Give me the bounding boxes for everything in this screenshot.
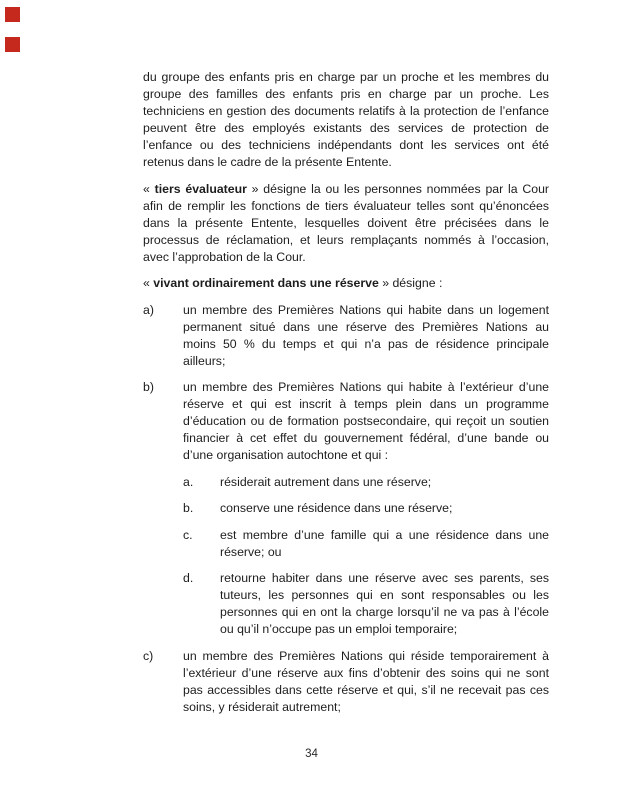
list-item-c-text: un membre des Premières Nations qui réside temporairement à l’extérieur d’une réserve aux fins d’obtenir des soins qui ne sont pas accessibles dans cette réserve et qui, s’il ne recevait pas ces soins, y résiderait autrement; [183, 648, 549, 714]
quote-open: « [143, 181, 155, 196]
quote-open: « [143, 276, 154, 290]
sublist-item-b-text: conserve une résidence dans une réserve; [220, 501, 453, 515]
sublist-item-d-label: d. [183, 571, 194, 585]
list-item-c-label: c) [143, 648, 154, 663]
list-item-b-label: b) [143, 380, 154, 394]
sublist-item-d-text: retourne habiter dans une réserve avec ses parents, ses tuteurs, les personnes qui en sont responsables ou les personnes qui en ont la charge lorsqu’il ne va pas à l’école ou qu’il n’occupe pas un emploi temporaire; [220, 571, 549, 636]
list-item-a-text: un membre des Premières Nations qui habite dans un logement permanent situé dans une réserve des Premières Nations au moins 50 % du temps et qui n’a pas de résidence principale ailleurs; [183, 302, 549, 368]
red-marker-top [5, 7, 20, 22]
red-marker-bottom [5, 37, 20, 52]
list-item-b-body [183, 379, 549, 638]
page-number: 34 [305, 748, 318, 760]
sublist-item-d [183, 570, 549, 638]
sublist-item-c-label: c. [183, 527, 193, 542]
definition-vivant-intro [143, 275, 549, 292]
sublist-item-a [183, 474, 549, 491]
definition-vivant-text: » désigne : [378, 276, 443, 290]
definition-tiers-evaluateur [143, 181, 549, 266]
list-item-a-label: a) [143, 302, 154, 317]
paragraph-techniciens: du groupe des enfants pris en charge par un proche et les membres du groupe des familles des enfants pris en charge par un proche. Les techniciens en gestion des documents relatifs à la protection de l’enfance peuvent être des employés existants des services de protection de l’enfance ou des techniciens indépendants dont les services ont été retenus dans le cadre de la présente Entente. [143, 70, 549, 169]
sublist-item-c [183, 527, 549, 561]
list-item-a [143, 302, 549, 370]
sublist-item-a-text: résiderait autrement dans une réserve; [220, 474, 432, 489]
sublist-item-b-label: b. [183, 501, 194, 515]
term-vivant-ordinairement: vivant ordinairement dans une réserve [153, 276, 379, 290]
sublist-item-b [183, 500, 549, 517]
sublist-item-c-text: est membre d’une famille qui a une résidence dans une réserve; ou [220, 527, 549, 559]
list-item-b-text: un membre des Premières Nations qui habite à l’extérieur d’une réserve et qui est inscrit à temps plein dans un programme d’éducation ou de formation postsecondaire, qui reçoit un soutien financier à cet effet du gouvernement fédéral, d’une bande ou d’une organisation autochtone et qui : [183, 380, 549, 462]
list-item-b [143, 379, 549, 638]
list-item-c [143, 648, 549, 716]
term-tiers-evaluateur: tiers évaluateur [154, 181, 247, 196]
page-content [143, 69, 549, 725]
sublist-item-a-label: a. [183, 474, 194, 489]
definition-tiers-text: » désigne la ou les personnes nommées par la Cour afin de remplir les fonctions de tiers évaluateur telles sont qu’énoncées dans la présente Entente, lesquelles doivent être précisées dans le processus de réclamation, et leurs remplaçants nommés à l’occasion, avec l’approbation de la Cour. [143, 181, 549, 264]
